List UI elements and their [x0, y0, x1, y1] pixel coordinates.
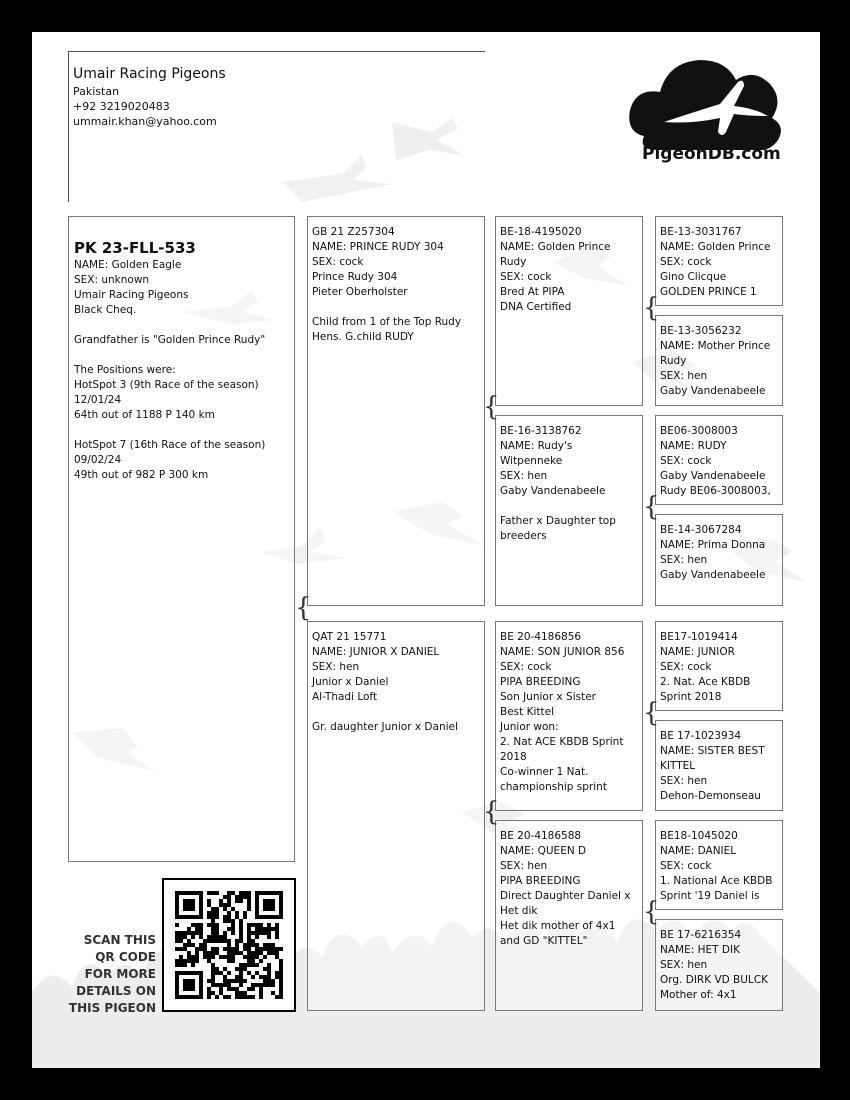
owner-email: ummair.khan@yahoo.com	[73, 115, 217, 128]
main-ring-number: PK 23-FLL-533	[74, 239, 196, 257]
great-grandparent-card: BE-14-3067284 NAME: Prima Donna SEX: hen Gaby Vandenabeele	[655, 514, 783, 606]
great-grandparent-card: BE 17-6216354 NAME: HET DIK SEX: hen Org. DIRK VD BULCK Mother of: 4x1	[655, 919, 783, 1011]
brace-connector-icon: {	[643, 293, 660, 323]
owner-phone: +92 3219020483	[73, 100, 170, 113]
great-grandparent-card: BE18-1045020 NAME: DANIEL SEX: cock 1. National Ace KBDB Sprint '19 Daniel is	[655, 820, 783, 910]
dam-card: QAT 21 15771 NAME: JUNIOR X DANIEL SEX: hen Junior x Daniel Al-Thadi Loft Gr. daughter Junior x Daniel	[307, 621, 485, 1011]
brace-connector-icon: {	[643, 698, 660, 728]
brace-connector-icon: {	[295, 593, 312, 623]
great-grandparent-card: BE-13-3056232 NAME: Mother Prince Rudy SEX: hen Gaby Vandenabeele	[655, 315, 783, 406]
header-rule-left	[68, 51, 69, 202]
brace-connector-icon: {	[483, 797, 500, 827]
pedigree-sheet	[32, 32, 820, 1068]
grandparent-card: BE-16-3138762 NAME: Rudy's Witpenneke SEX: hen Gaby Vandenabeele Father x Daughter top breeders	[495, 415, 643, 606]
grandparent-card: BE 20-4186856 NAME: SON JUNIOR 856 SEX: cock PIPA BREEDING Son Junior x Sister Best Kittel Junior won: 2. Nat ACE KBDB Sprint 2018 Co-winner 1 Nat. championship sprint	[495, 621, 643, 811]
great-grandparent-card: BE-13-3031767 NAME: Golden Prince SEX: cock Gino Clicque GOLDEN PRINCE 1	[655, 216, 783, 306]
great-grandparent-card: BE06-3008003 NAME: RUDY SEX: cock Gaby Vandenabeele Rudy BE06-3008003,	[655, 415, 783, 505]
grandparent-card: BE-18-4195020 NAME: Golden Prince Rudy SEX: cock Bred At PIPA DNA Certified	[495, 216, 643, 406]
grandparent-card: BE 20-4186588 NAME: QUEEN D SEX: hen PIPA BREEDING Direct Daughter Daniel x Het dik Het dik mother of 4x1 and GD "KITTEL"	[495, 820, 643, 1011]
qr-caption: SCAN THIS QR CODE FOR MORE DETAILS ON THIS PIGEON	[68, 933, 156, 1015]
brace-connector-icon: {	[643, 492, 660, 522]
brace-connector-icon: {	[483, 392, 500, 422]
owner-contact	[73, 64, 226, 129]
qr-code-icon	[175, 891, 283, 999]
main-pigeon-card	[68, 216, 295, 862]
brace-connector-icon: {	[643, 897, 660, 927]
owner-country: Pakistan	[73, 85, 120, 98]
sire-card: GB 21 Z257304 NAME: PRINCE RUDY 304 SEX: cock Prince Rudy 304 Pieter Oberholster Child from 1 of the Top Rudy Hens. G.child RUDY	[307, 216, 485, 606]
logo-text: PigeonDB.com	[642, 144, 781, 164]
owner-name: Umair Racing Pigeons	[73, 66, 226, 82]
great-grandparent-card: BE 17-1023934 NAME: SISTER BEST KITTEL SEX: hen Dehon-Demonseau	[655, 720, 783, 811]
header-rule-top	[68, 51, 485, 52]
qr-code[interactable]	[162, 878, 296, 1012]
great-grandparent-card: BE17-1019414 NAME: JUNIOR SEX: cock 2. Nat. Ace KBDB Sprint 2018	[655, 621, 783, 711]
main-pigeon-details: NAME: Golden Eagle SEX: unknown Umair Racing Pigeons Black Cheq. Grandfather is "Golden Prince Rudy" The Positions were: HotSpot 3 (9th Race of the season) 12/01/24 64th out of 1188 P 140 km HotSpot 7 (16th Race of the season) 09/02/24 49th out of 982 P 300 km	[74, 259, 266, 481]
